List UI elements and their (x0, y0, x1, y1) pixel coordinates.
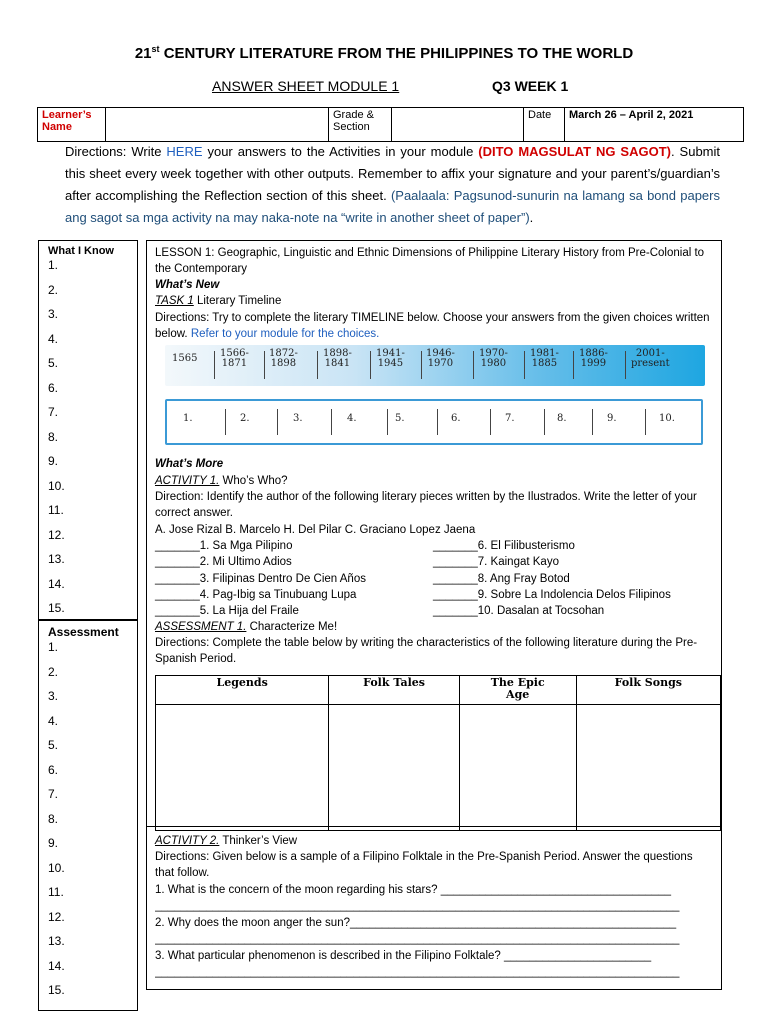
timeline-year-label: 1886- 1999 (579, 348, 608, 369)
timeline-year-label: 1981- 1885 (530, 348, 559, 369)
header-legends: Legends (156, 676, 329, 705)
task1-directions (155, 310, 711, 342)
assessment-item[interactable]: 1. (48, 640, 59, 654)
assessment-item[interactable]: 5. (48, 738, 59, 752)
cell-folk-songs[interactable] (576, 705, 720, 831)
date-label: Date (524, 108, 565, 142)
timeline-answer-slot[interactable]: 7. (505, 413, 515, 424)
header-folk-songs: Folk Songs (576, 676, 720, 705)
assessment-item[interactable]: 11. (48, 885, 64, 899)
activity1-label: ACTIVITY 1. (155, 475, 220, 487)
assessment1-directions: Directions: Complete the table below by writing the characteristics of the following literature during the Pre-Spanish Period. (155, 637, 698, 665)
question-3-answer-line[interactable]: __________________________________________________________________________________ (155, 966, 680, 978)
timeline-separator (421, 351, 422, 379)
task1-heading (155, 293, 281, 309)
directions-text-2: your answers to the Activities in your module (202, 144, 479, 159)
assessment-item[interactable]: 10. (48, 860, 65, 875)
timeline-years-bar (165, 345, 705, 386)
activity1-item[interactable]: _______6. El Filibusterismo (433, 540, 575, 552)
what-i-know-item[interactable]: 15. (48, 601, 65, 615)
timeline-separator (214, 351, 215, 379)
what-i-know-item[interactable]: 10. (48, 478, 65, 493)
what-i-know-item[interactable]: 1. (48, 258, 59, 272)
assessment-item[interactable]: 14. (48, 958, 65, 973)
title-rest: CENTURY LITERATURE FROM THE PHILIPPINES TO THE WORLD (159, 45, 634, 62)
activity1-heading (155, 473, 288, 489)
timeline-answer-slot[interactable]: 2. (240, 413, 250, 424)
activity1-item[interactable]: _______10. Dasalan at Tocsohan (433, 605, 605, 618)
timeline-answer-slot[interactable]: 4. (347, 413, 357, 424)
assessment1-name: Characterize Me! (246, 621, 338, 633)
header-epic-age-text: The Epic Age (490, 676, 545, 701)
characteristics-table (155, 675, 721, 831)
timeline-answer-slot[interactable]: 8. (557, 413, 567, 424)
directions-here: HERE (166, 144, 203, 159)
activity1-item[interactable]: _______7. Kaingat Kayo (433, 556, 559, 569)
what-i-know-item[interactable]: 5. (48, 356, 59, 370)
timeline-answer-separator (225, 409, 226, 435)
assessment-box (38, 619, 138, 1011)
assessment-item[interactable]: 6. (48, 762, 59, 777)
grade-section-label: Grade & Section (329, 108, 392, 142)
activity1-name: Who’s Who? (219, 475, 288, 487)
directions-text-1: Directions: Write (65, 144, 167, 159)
activity1-item[interactable]: _______5. La Hija del Fraile (155, 605, 299, 618)
timeline-year-label: 1898- 1841 (323, 348, 352, 369)
activity1-choices: A. Jose Rizal B. Marcelo H. Del Pilar C. Graciano Lopez Jaena (155, 524, 476, 536)
learner-info-table (37, 107, 744, 142)
timeline-answer-slot[interactable]: 10. (659, 413, 675, 424)
section-divider (147, 826, 721, 827)
activity1-item[interactable]: _______4. Pag-Ibig sa Tinubuang Lupa (155, 588, 357, 601)
timeline-year-label: 2001- present (631, 348, 670, 369)
timeline-separator (264, 351, 265, 379)
title-prefix: 21 (134, 45, 152, 62)
timeline-separator (625, 351, 626, 379)
question-1-answer-line[interactable]: __________________________________________________________________________________ (155, 900, 680, 912)
what-i-know-item[interactable]: 6. (48, 380, 59, 395)
assessment-list (39, 639, 137, 1007)
what-i-know-item[interactable]: 2. (48, 282, 59, 297)
activity1-item[interactable]: _______3. Filipinas Dentro De Cien Años (155, 572, 366, 585)
timeline-answer-separator (387, 409, 388, 435)
task1-directions-text: Directions: Try to complete the literary TIMELINE below. Choose your answers from the given choices written below. (155, 312, 710, 340)
whats-more-heading: What’s More (155, 458, 224, 470)
task1-name: Literary Timeline (193, 295, 282, 307)
grade-section-field[interactable] (392, 108, 524, 142)
directions-paalala-note: (Paalaala: Pagsunod-sunurin na lamang sa bond papers ang sagot sa mga activity na may naka-note na “write in another sheet of paper”) (65, 188, 720, 225)
header-folk-tales: Folk Tales (329, 676, 459, 705)
activity1-item[interactable]: _______2. Mi Ultimo Adios (155, 556, 292, 569)
directions-paragraph (65, 141, 720, 229)
cell-folk-tales[interactable] (329, 705, 459, 831)
timeline-answer-separator (331, 409, 332, 435)
module-subtitle: ANSWER SHEET MODULE 1 (212, 78, 400, 94)
activity1-item[interactable]: _______9. Sobre La Indolencia Delos Filipinos (433, 588, 671, 601)
what-i-know-item[interactable]: 13. (48, 552, 65, 566)
task1-label: TASK 1 (155, 295, 194, 307)
timeline-separator (370, 351, 371, 379)
date-value: March 26 – April 2, 2021 (565, 108, 744, 142)
timeline-separator (524, 351, 525, 379)
timeline-answer-separator (277, 409, 278, 435)
activity2-directions: Directions: Given below is a sample of a Filipino Folktale in the Pre-Spanish Period. Answer the questions that follow. (155, 851, 693, 879)
question-2: 2. Why does the moon anger the sun?___________________________________________________ (155, 917, 677, 929)
timeline-year-label: 1872- 1898 (269, 348, 298, 369)
timeline-answer-slot[interactable]: 3. (293, 413, 303, 424)
timeline-answer-slot[interactable]: 1. (183, 413, 193, 424)
week-label: Q3 WEEK 1 (492, 78, 569, 94)
timeline-answer-separator (544, 409, 545, 435)
title-superscript: st (151, 44, 160, 54)
what-i-know-item[interactable]: 8. (48, 429, 59, 444)
assessment1-heading (155, 619, 337, 635)
assessment-item[interactable]: 12. (48, 909, 65, 924)
timeline-year-label: 1565 (172, 353, 198, 364)
timeline-answer-slot[interactable]: 5. (395, 413, 405, 424)
what-i-know-item[interactable]: 11. (48, 503, 64, 517)
learner-name-field[interactable] (106, 108, 329, 142)
timeline-year-label: 1566- 1871 (220, 348, 249, 369)
assessment-item[interactable]: 4. (48, 713, 59, 728)
assessment-item[interactable]: 3. (48, 689, 59, 703)
what-i-know-item[interactable]: 12. (48, 527, 65, 542)
question-2-answer-line[interactable]: __________________________________________________________________________________ (155, 933, 680, 945)
task1-directions-refer: Refer to your module for the choices. (190, 328, 380, 340)
lesson-box (146, 240, 722, 990)
cell-legends[interactable] (156, 705, 329, 831)
activity1-item[interactable]: _______8. Ang Fray Botod (433, 572, 570, 585)
what-i-know-item[interactable]: 9. (48, 454, 59, 468)
question-3: 3. What particular phenomenon is described in the Filipino Folktale? _______________________ (155, 950, 652, 962)
timeline-answer-separator (645, 409, 646, 435)
cell-epic-age[interactable] (459, 705, 576, 831)
what-i-know-box (38, 240, 138, 621)
assessment-item[interactable]: 13. (48, 934, 65, 948)
timeline-answer-separator (592, 409, 593, 435)
assessment-heading: Assessment (48, 625, 119, 639)
timeline-year-label: 1941- 1945 (376, 348, 405, 369)
activity2-name: Thinker’s View (219, 835, 298, 847)
activity2-label: ACTIVITY 2. (155, 835, 220, 847)
timeline-year-label: 1970- 1980 (479, 348, 508, 369)
activity1-item[interactable]: _______1. Sa Mga Pilipino (155, 540, 293, 552)
question-1: 1. What is the concern of the moon regarding his stars? ____________________________________ (155, 884, 671, 896)
directions-end: . (529, 210, 534, 225)
what-i-know-list (39, 257, 137, 625)
what-i-know-heading: What I Know (48, 245, 114, 257)
timeline-answer-separator (437, 409, 438, 435)
assessment-item[interactable]: 7. (48, 787, 59, 801)
whats-new-heading: What’s New (155, 279, 220, 291)
timeline-answer-slot[interactable]: 6. (451, 413, 461, 424)
what-i-know-item[interactable]: 14. (48, 576, 65, 591)
assessment-item[interactable]: 2. (48, 664, 59, 679)
activity1-directions: Direction: Identify the author of the following literary pieces written by the Ilustrados. Write the letter of your correct answer. (155, 491, 697, 519)
assessment-item[interactable]: 15. (48, 983, 65, 997)
timeline-separator (473, 351, 474, 379)
directions-dito-note: (DITO MAGSULAT NG SAGOT) (478, 144, 671, 159)
document-title (0, 44, 768, 62)
learner-name-label: Learner’s Name (38, 108, 106, 142)
timeline-answer-slot[interactable]: 9. (607, 413, 617, 424)
what-i-know-item[interactable]: 4. (48, 331, 59, 346)
timeline-separator (573, 351, 574, 379)
timeline-answers-bar (165, 399, 703, 445)
what-i-know-item[interactable]: 7. (48, 405, 59, 419)
header-epic-age (459, 676, 576, 705)
lesson-title: LESSON 1: Geographic, Linguistic and Ethnic Dimensions of Philippine Literary History from Pre-Colonial to the Contemporary (155, 247, 705, 275)
directions-text-3: . Submit this sheet every week together with other outputs. Remember to affix your signature and your parent’s/guardian’s after accomplishing the Reflection section of this sheet. (65, 144, 721, 203)
what-i-know-item[interactable]: 3. (48, 307, 59, 321)
assessment1-label: ASSESSMENT 1. (155, 621, 247, 633)
timeline-answer-separator (490, 409, 491, 435)
timeline-year-label: 1946- 1970 (426, 348, 455, 369)
assessment-item[interactable]: 9. (48, 836, 59, 850)
assessment-item[interactable]: 8. (48, 811, 59, 826)
timeline-separator (317, 351, 318, 379)
activity2-heading (155, 833, 297, 849)
